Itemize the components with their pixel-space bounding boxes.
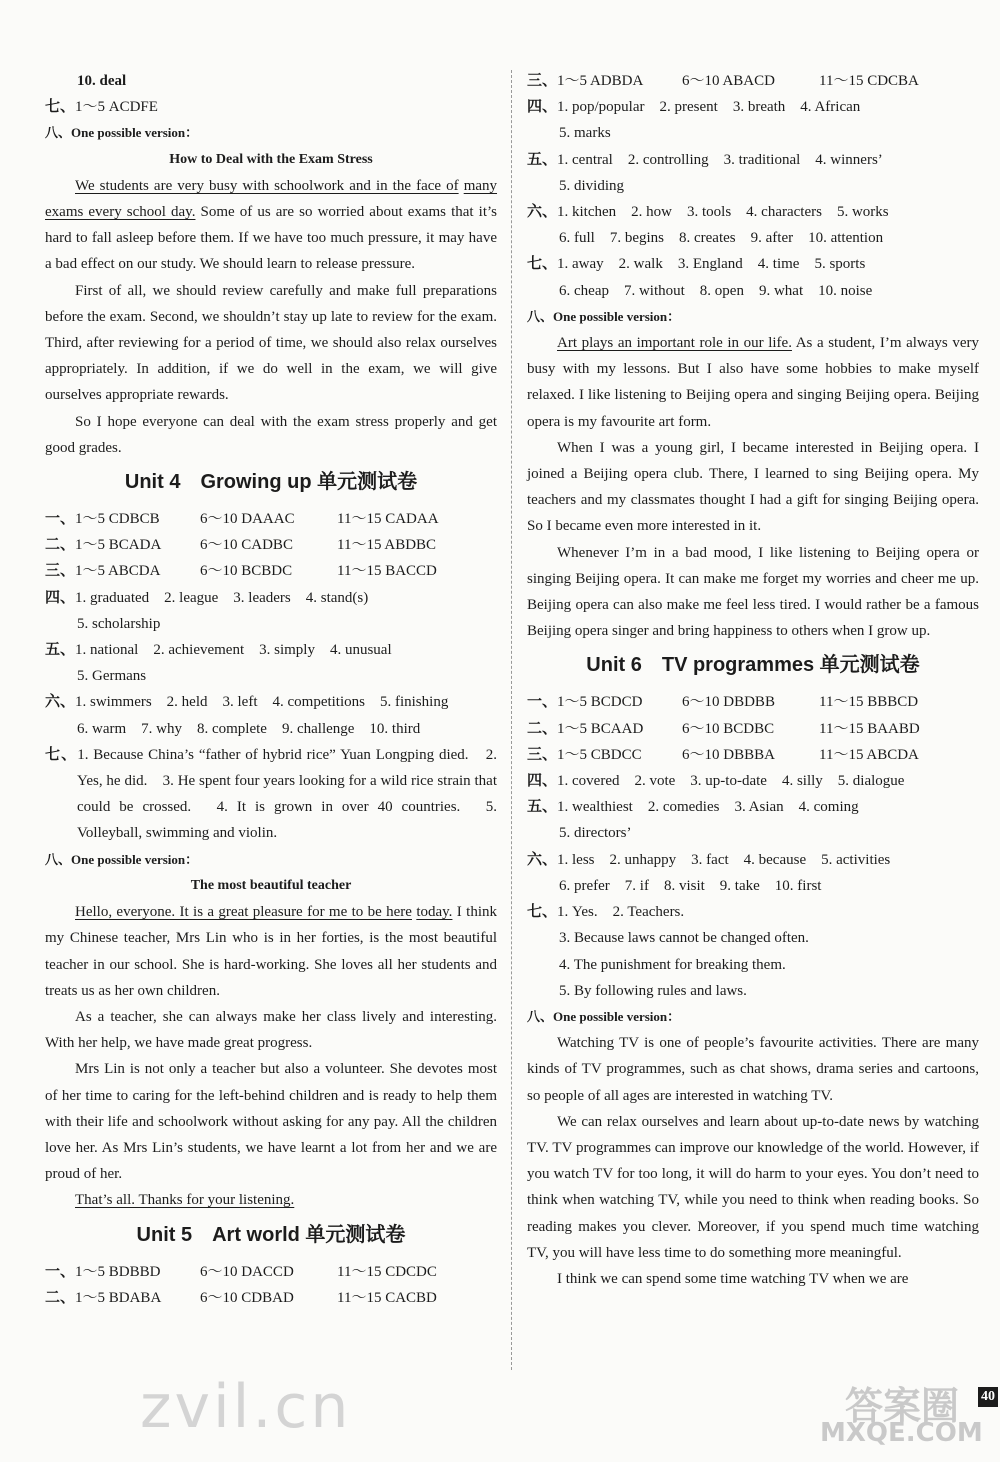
essay-paragraph: Whenever I’m in a bad mood, I like listening to Beijing opera or singing Beijing opera. It can make me forget my worries and cheer me up. Beijing opera can also make me feel less tired. I would rather be a famous Beijing opera singer and bring happiness to others when I grow up. [527,544,979,640]
answer-row: 三、1～5 ADBDA 6～10 ABACD 11～15 CDCBA [527,73,919,89]
essay-paragraph: Art plays an important role in our life. As a student, I’m always very busy with my lessons. But I also have some hobbies to make myself relaxed. I like listening to Beijing opera and singing Beijing opera. Beijing opera is my favourite art form. [527,335,980,430]
answer-row: 二、1～5 BCAAD 6～10 BCDBC 11～15 BAABD [527,720,920,737]
essay-paragraph: First of all, we should review carefully and make full preparations before the exam. Second, we shouldn’t stay up late to review for the exam. Third, after reviewing for a period of time, we should also relax ourselves appropriately. In addition, if we do well in the exam, we will give ourselves appropriate rewards. [45,282,497,404]
essay-paragraph: As a teacher, she can always make her class lively and interesting. With her help, we have made great progress. [45,1008,497,1052]
answer-row: 5. marks [559,125,611,142]
watermark-mxqe-url: MXQE.COM [820,1418,983,1448]
answer-row: 五、1. central 2. controlling 3. traditional 4. winners’ [527,151,883,168]
answer-row: 七、1. Because China’s “father of hybrid rice” Yuan Longping died. 2. Yes, he did. 3. He spent four years looking for a wild rice strain that could be crossed. 4. It is grown in over 40 countries. 5. Volleyball, swimming and violin. [45,746,497,842]
right-column [527,68,979,1292]
answer-row: 6. prefer 7. if 8. visit 9. take 10. first [559,877,822,894]
essay-paragraph: Watching TV is one of people’s favourite activities. There are many kinds of TV programmes, such as chat shows, drama series and cartoons, so people of all ages are interested in watching TV. [527,1035,979,1104]
essay-paragraph: I think we can spend some time watching TV when we are [557,1270,909,1287]
essay-paragraph: When I was a young girl, I became interested in Beijing opera. I joined a Beijing opera club. There, I learned to sing Beijing opera. My teachers and my classmates thought I had a gift for singing Beijing opera. So I became even more interested in it. [527,439,979,535]
answer-row: 四、1. pop/popular 2. present 3. breath 4. African [527,99,861,116]
answer-row: 二、1～5 BDABA 6～10 CDBAD 11～15 CACBD [45,1289,437,1306]
answer-row: 六、1. swimmers 2. held 3. left 4. competitions 5. finishing [45,694,449,711]
section-8-heading: 八、One possible version： [45,125,199,141]
watermark-zvil: zvil.cn [140,1372,352,1442]
answer-item-10: 10. deal [77,73,127,89]
answer-row: 一、1～5 BCDCD 6～10 DBDBB 11～15 BBBCD [527,694,919,711]
essay-paragraph: Hello, everyone. It is a great pleasure for me to be here today. I think my Chinese teacher, Mrs Lin who is in her forties, is the most beautiful teacher in our school. She is hard-working. She loves all her students and treats us as her own children. [45,904,497,999]
answer-row: 五、1. wealthiest 2. comedies 3. Asian 4. coming [527,799,859,816]
answer-row: 七、1. Yes. 2. Teachers. [527,904,685,921]
answer-row: 6. cheap 7. without 8. open 9. what 10. noise [559,282,873,299]
answer-row: 5. By following rules and laws. [559,982,747,999]
section-8-heading: 八、One possible version： [45,851,199,867]
page-number: 40 [978,1387,998,1407]
watermark-mxqe-logo: 答案圈 [845,1384,960,1428]
answer-row: 3. Because laws cannot be changed often. [559,930,809,947]
answer-row: 6. warm 7. why 8. complete 9. challenge 10. third [77,720,421,737]
section-8-heading: 八、One possible version： [527,308,681,324]
essay-title: How to Deal with the Exam Stress [169,151,373,167]
essay-title: The most beautiful teacher [190,877,352,893]
answer-row: 六、1. kitchen 2. how 3. tools 4. characters 5. works [527,204,889,221]
answer-row: 三、1～5 ABCDA 6～10 BCBDC 11～15 BACCD [45,563,437,580]
answer-row: 6. full 7. begins 8. creates 9. after 10. attention [559,230,884,247]
answer-row: 七、1. away 2. walk 3. England 4. time 5. sports [527,256,866,273]
unit-5-title: Unit 5 Art world 单元测试卷 [136,1223,406,1246]
answer-row: 四、1. covered 2. vote 3. up-to-date 4. silly 5. dialogue [527,773,905,790]
section-8-heading: 八、One possible version： [527,1008,681,1024]
essay-paragraph: We can relax ourselves and learn about up-to-date news by watching TV. TV programmes can improve our knowledge of the world. However, if you watch TV for too long, it will do harm to your eyes. You don’t need to think when watching TV, while you need to think when reading books. So reading makes you clever. Moreover, if you spend much time watching TV, you will have less time to do something more meaningful. [527,1113,979,1261]
answer-row: 五、1. national 2. achievement 3. simply 4. unusual [45,642,392,659]
essay-paragraph: So I hope everyone can deal with the exam stress properly and get good grades. [45,413,497,456]
answer-row: 四、1. graduated 2. league 3. leaders 4. stand(s) [45,589,369,606]
answer-row: 4. The punishment for breaking them. [559,956,786,973]
answer-row: 5. scholarship [77,615,161,632]
unit-4-title: Unit 4 Growing up 单元测试卷 [124,471,418,494]
essay-paragraph: Mrs Lin is not only a teacher but also a volunteer. She devotes most of her time to caring for the left-behind children and is ready to help them with their life and schoolwork without asking for any pay. All the children love her. As Mrs Lin’s students, we have learnt a lot from her and we are proud of her. [45,1061,497,1183]
essay-paragraph: That’s all. Thanks for your listening. [75,1192,295,1209]
column-divider [511,70,513,1370]
answer-row: 5. Germans [77,668,147,685]
left-column [45,68,497,1311]
answer-row: 一、1～5 CDBCB 6～10 DAAAC 11～15 CADAA [45,511,439,528]
answer-row: 六、1. less 2. unhappy 3. fact 4. because 5. activities [527,851,891,868]
answer-row: 一、1～5 BDBBD 6～10 DACCD 11～15 CDCDC [45,1263,437,1280]
essay-paragraph: We students are very busy with schoolwork and in the face of many exams every school day. Some of us are so worried about exams that it’s hard to fall asleep before them. If we have too much pressure, it may have a bad effect on our study. We should learn to release pressure. [45,177,498,273]
section-7-answers: 七、1～5 ACDFE [45,99,158,116]
unit-6-title: Unit 6 TV programmes 单元测试卷 [586,654,920,677]
answer-row: 5. dividing [559,177,625,194]
answer-row: 5. directors’ [559,825,632,842]
answer-row: 二、1～5 BCADA 6～10 CADBC 11～15 ABDBC [45,537,437,554]
answer-row: 三、1～5 CBDCC 6～10 DBBBA 11～15 ABCDA [527,746,919,763]
